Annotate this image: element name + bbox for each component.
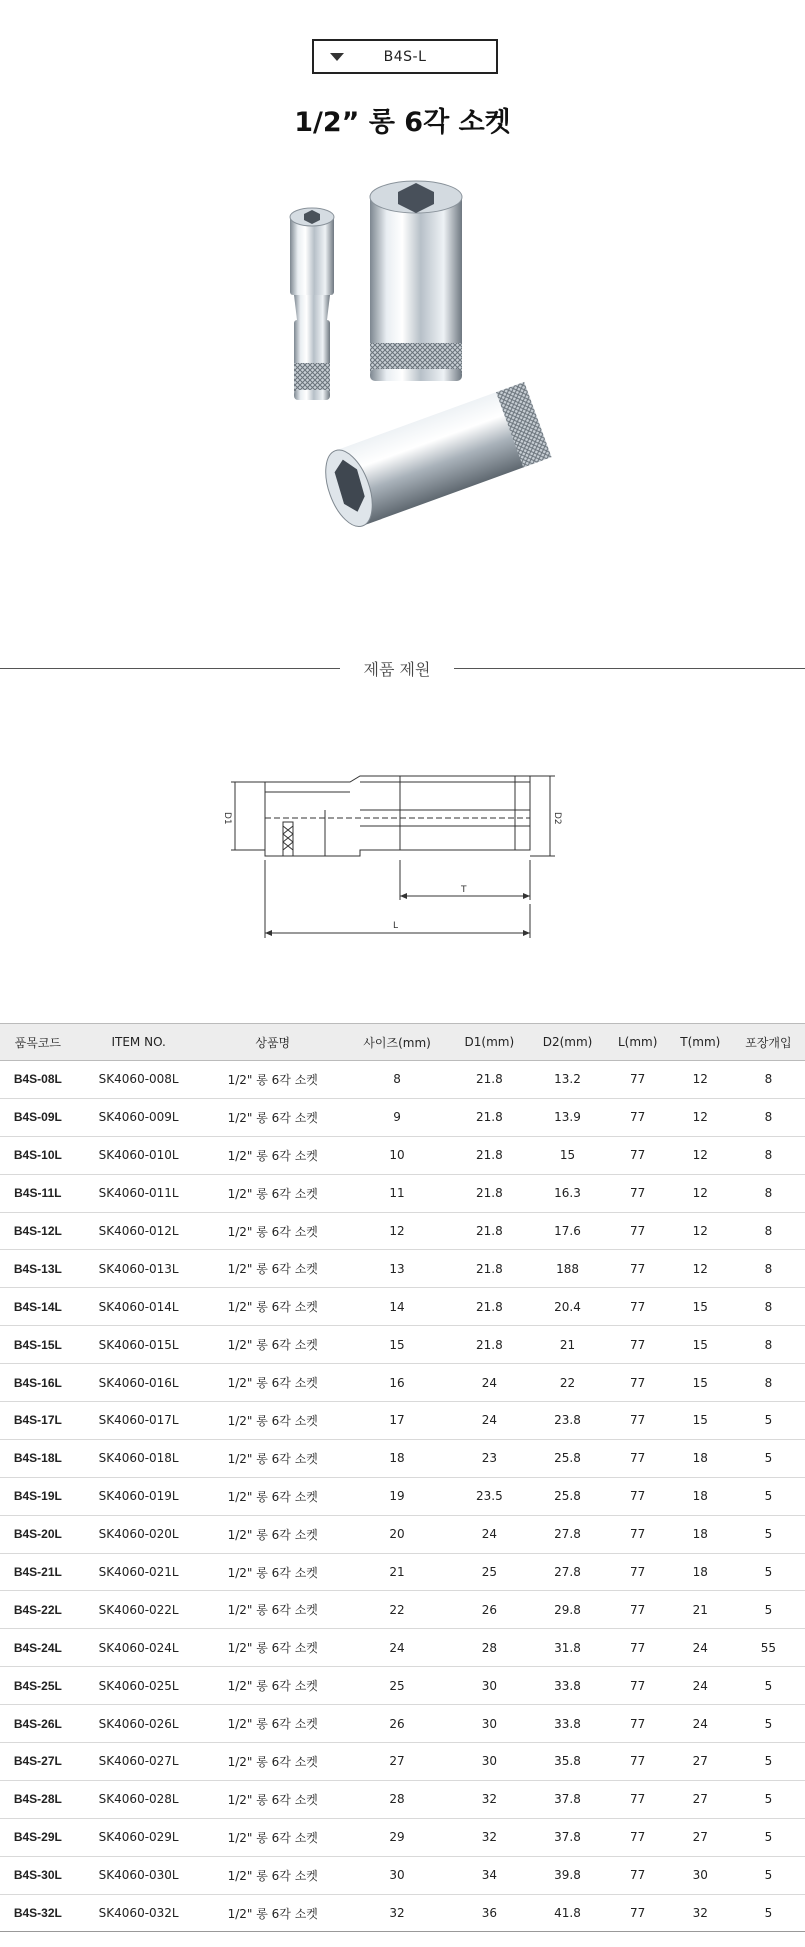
table-cell: 22 — [528, 1364, 606, 1402]
table-cell: SK4060-018L — [76, 1439, 202, 1477]
table-cell: B4S-24L — [0, 1629, 76, 1667]
column-header: D2(mm) — [528, 1024, 606, 1061]
column-header: 품목코드 — [0, 1024, 76, 1061]
table-row — [0, 1591, 805, 1629]
table-cell: 8 — [732, 1288, 805, 1326]
table-cell: 15 — [669, 1364, 732, 1402]
spec-table — [0, 1023, 805, 1932]
table-cell: 23.8 — [528, 1402, 606, 1440]
table-cell: 25 — [450, 1553, 528, 1591]
table-cell: 15 — [669, 1402, 732, 1440]
table-cell: 5 — [732, 1818, 805, 1856]
table-cell: 1/2" 롱 6각 소켓 — [202, 1818, 344, 1856]
table-cell: 77 — [607, 1667, 669, 1705]
table-cell: SK4060-021L — [76, 1553, 202, 1591]
table-cell: 22 — [344, 1591, 450, 1629]
table-cell: 5 — [732, 1591, 805, 1629]
d1-label: D1 — [222, 812, 232, 825]
table-cell: B4S-32L — [0, 1894, 76, 1932]
table-row — [0, 1098, 805, 1136]
table-row — [0, 1667, 805, 1705]
table-cell: 27 — [344, 1743, 450, 1781]
table-cell: 30 — [450, 1743, 528, 1781]
table-cell: 5 — [732, 1515, 805, 1553]
table-cell: 18 — [344, 1439, 450, 1477]
table-cell: 5 — [732, 1477, 805, 1515]
table-cell: 10 — [344, 1136, 450, 1174]
table-row — [0, 1818, 805, 1856]
table-cell: B4S-20L — [0, 1515, 76, 1553]
table-cell: 15 — [344, 1326, 450, 1364]
t-label: T — [461, 885, 467, 895]
table-cell: 1/2" 롱 6각 소켓 — [202, 1288, 344, 1326]
table-cell: 21.8 — [450, 1326, 528, 1364]
table-cell: SK4060-028L — [76, 1780, 202, 1818]
table-cell: 77 — [607, 1136, 669, 1174]
table-cell: B4S-21L — [0, 1553, 76, 1591]
table-cell: 1/2" 롱 6각 소켓 — [202, 1402, 344, 1440]
table-cell: 36 — [450, 1894, 528, 1932]
table-cell: 77 — [607, 1515, 669, 1553]
table-cell: B4S-14L — [0, 1288, 76, 1326]
table-cell: 29 — [344, 1818, 450, 1856]
table-cell: SK4060-015L — [76, 1326, 202, 1364]
table-cell: 77 — [607, 1629, 669, 1667]
table-cell: 8 — [732, 1212, 805, 1250]
table-cell: 8 — [732, 1364, 805, 1402]
table-cell: 37.8 — [528, 1818, 606, 1856]
table-cell: 5 — [732, 1743, 805, 1781]
table-cell: 17 — [344, 1402, 450, 1440]
table-cell: 77 — [607, 1364, 669, 1402]
table-cell: 1/2" 롱 6각 소켓 — [202, 1629, 344, 1667]
table-cell: 12 — [669, 1136, 732, 1174]
table-cell: 31.8 — [528, 1629, 606, 1667]
table-cell: 27 — [669, 1780, 732, 1818]
table-row — [0, 1364, 805, 1402]
table-cell: SK4060-017L — [76, 1402, 202, 1440]
table-cell: B4S-17L — [0, 1402, 76, 1440]
column-header: 상품명 — [202, 1024, 344, 1061]
table-cell: 21.8 — [450, 1288, 528, 1326]
table-cell: 32 — [450, 1818, 528, 1856]
table-cell: 24 — [450, 1515, 528, 1553]
table-row — [0, 1288, 805, 1326]
table-cell: 20 — [344, 1515, 450, 1553]
table-cell: 12 — [669, 1061, 732, 1099]
table-cell: 77 — [607, 1818, 669, 1856]
table-cell: 32 — [344, 1894, 450, 1932]
table-cell: 24 — [450, 1364, 528, 1402]
table-row — [0, 1515, 805, 1553]
table-header-row — [0, 1024, 805, 1061]
table-cell: SK4060-019L — [76, 1477, 202, 1515]
table-cell: 8 — [732, 1250, 805, 1288]
table-cell: SK4060-012L — [76, 1212, 202, 1250]
table-cell: 5 — [732, 1780, 805, 1818]
table-cell: SK4060-027L — [76, 1743, 202, 1781]
table-cell: SK4060-008L — [76, 1061, 202, 1099]
table-cell: 13.9 — [528, 1098, 606, 1136]
table-cell: 1/2" 롱 6각 소켓 — [202, 1174, 344, 1212]
table-cell: SK4060-025L — [76, 1667, 202, 1705]
table-cell: 77 — [607, 1402, 669, 1440]
table-cell: 55 — [732, 1629, 805, 1667]
table-cell: SK4060-022L — [76, 1591, 202, 1629]
table-cell: 5 — [732, 1402, 805, 1440]
table-cell: 1/2" 롱 6각 소켓 — [202, 1477, 344, 1515]
table-cell: 1/2" 롱 6각 소켓 — [202, 1326, 344, 1364]
table-cell: 21 — [528, 1326, 606, 1364]
table-cell: 32 — [450, 1780, 528, 1818]
table-cell: 16 — [344, 1364, 450, 1402]
table-cell: 77 — [607, 1212, 669, 1250]
divider-line-right — [454, 668, 805, 669]
table-cell: B4S-12L — [0, 1212, 76, 1250]
table-cell: 1/2" 롱 6각 소켓 — [202, 1098, 344, 1136]
table-cell: 25.8 — [528, 1439, 606, 1477]
table-cell: 1/2" 롱 6각 소켓 — [202, 1553, 344, 1591]
table-cell: 27 — [669, 1743, 732, 1781]
table-cell: 1/2" 롱 6각 소켓 — [202, 1439, 344, 1477]
table-row — [0, 1174, 805, 1212]
table-row — [0, 1780, 805, 1818]
divider-line-left — [0, 668, 340, 669]
page-title: 1/2” 롱 6각 소켓 — [294, 107, 511, 138]
table-cell: 24 — [669, 1705, 732, 1743]
table-cell: 77 — [607, 1326, 669, 1364]
table-cell: SK4060-030L — [76, 1856, 202, 1894]
table-cell: 5 — [732, 1705, 805, 1743]
table-cell: 188 — [528, 1250, 606, 1288]
table-cell: 1/2" 롱 6각 소켓 — [202, 1212, 344, 1250]
table-cell: SK4060-016L — [76, 1364, 202, 1402]
model-selector[interactable] — [312, 39, 498, 74]
table-cell: 26 — [344, 1705, 450, 1743]
table-cell: 32 — [669, 1894, 732, 1932]
table-cell: B4S-29L — [0, 1818, 76, 1856]
column-header: T(mm) — [669, 1024, 732, 1061]
table-cell: 12 — [669, 1250, 732, 1288]
table-cell: 18 — [669, 1477, 732, 1515]
table-row — [0, 1705, 805, 1743]
table-cell: 37.8 — [528, 1780, 606, 1818]
table-cell: 12 — [669, 1098, 732, 1136]
table-row — [0, 1629, 805, 1667]
table-cell: SK4060-014L — [76, 1288, 202, 1326]
table-cell: 77 — [607, 1856, 669, 1894]
table-cell: 1/2" 롱 6각 소켓 — [202, 1591, 344, 1629]
table-cell: B4S-11L — [0, 1174, 76, 1212]
table-cell: B4S-10L — [0, 1136, 76, 1174]
table-cell: 1/2" 롱 6각 소켓 — [202, 1856, 344, 1894]
table-row — [0, 1856, 805, 1894]
table-cell: B4S-09L — [0, 1098, 76, 1136]
table-cell: 12 — [669, 1174, 732, 1212]
table-cell: 15 — [528, 1136, 606, 1174]
table-cell: 77 — [607, 1553, 669, 1591]
table-cell: 77 — [607, 1591, 669, 1629]
table-cell: B4S-18L — [0, 1439, 76, 1477]
table-row — [0, 1326, 805, 1364]
table-cell: 77 — [607, 1174, 669, 1212]
table-cell: 5 — [732, 1894, 805, 1932]
table-cell: 23 — [450, 1439, 528, 1477]
table-cell: 21.8 — [450, 1098, 528, 1136]
table-cell: SK4060-013L — [76, 1250, 202, 1288]
table-row — [0, 1894, 805, 1932]
table-cell: 21.8 — [450, 1250, 528, 1288]
lying-socket — [317, 382, 552, 533]
table-row — [0, 1743, 805, 1781]
table-cell: 12 — [669, 1212, 732, 1250]
table-cell: 77 — [607, 1098, 669, 1136]
table-cell: 27.8 — [528, 1553, 606, 1591]
table-row — [0, 1136, 805, 1174]
table-cell: 9 — [344, 1098, 450, 1136]
table-cell: 18 — [669, 1439, 732, 1477]
small-socket — [290, 208, 334, 400]
table-cell: 21.8 — [450, 1174, 528, 1212]
product-photo — [280, 205, 590, 560]
table-cell: 13.2 — [528, 1061, 606, 1099]
table-cell: SK4060-026L — [76, 1705, 202, 1743]
table-cell: 16.3 — [528, 1174, 606, 1212]
tall-socket — [370, 181, 462, 381]
table-cell: 21.8 — [450, 1061, 528, 1099]
table-cell: 35.8 — [528, 1743, 606, 1781]
table-cell: 33.8 — [528, 1667, 606, 1705]
table-row — [0, 1477, 805, 1515]
table-cell: 77 — [607, 1894, 669, 1932]
table-cell: 27.8 — [528, 1515, 606, 1553]
table-cell: SK4060-024L — [76, 1629, 202, 1667]
table-cell: 25 — [344, 1667, 450, 1705]
table-cell: 77 — [607, 1743, 669, 1781]
table-cell: 17.6 — [528, 1212, 606, 1250]
model-code: B4S-L — [383, 48, 427, 65]
table-cell: 25.8 — [528, 1477, 606, 1515]
table-cell: 77 — [607, 1780, 669, 1818]
table-cell: 5 — [732, 1667, 805, 1705]
table-cell: 24 — [450, 1402, 528, 1440]
table-cell: 28 — [450, 1629, 528, 1667]
table-cell: B4S-15L — [0, 1326, 76, 1364]
table-cell: 8 — [732, 1174, 805, 1212]
table-cell: 18 — [669, 1553, 732, 1591]
table-cell: 26 — [450, 1591, 528, 1629]
table-cell: B4S-26L — [0, 1705, 76, 1743]
table-cell: 21.8 — [450, 1136, 528, 1174]
table-cell: 15 — [669, 1326, 732, 1364]
table-cell: B4S-13L — [0, 1250, 76, 1288]
table-cell: 77 — [607, 1477, 669, 1515]
table-cell: 1/2" 롱 6각 소켓 — [202, 1743, 344, 1781]
table-cell: 1/2" 롱 6각 소켓 — [202, 1667, 344, 1705]
table-cell: 77 — [607, 1061, 669, 1099]
table-row — [0, 1250, 805, 1288]
table-cell: B4S-16L — [0, 1364, 76, 1402]
table-cell: 8 — [732, 1098, 805, 1136]
column-header: 사이즈(mm) — [344, 1024, 450, 1061]
table-cell: 1/2" 롱 6각 소켓 — [202, 1515, 344, 1553]
table-cell: B4S-28L — [0, 1780, 76, 1818]
table-cell: 77 — [607, 1705, 669, 1743]
section-heading: 제품 제원 — [363, 660, 431, 679]
table-cell: 15 — [669, 1288, 732, 1326]
table-cell: 8 — [732, 1136, 805, 1174]
table-cell: 1/2" 롱 6각 소켓 — [202, 1780, 344, 1818]
table-cell: 77 — [607, 1439, 669, 1477]
table-cell: SK4060-020L — [76, 1515, 202, 1553]
table-row — [0, 1439, 805, 1477]
column-header: 포장개입 — [732, 1024, 805, 1061]
table-cell: 29.8 — [528, 1591, 606, 1629]
table-cell: 8 — [732, 1326, 805, 1364]
table-cell: SK4060-032L — [76, 1894, 202, 1932]
table-cell: SK4060-010L — [76, 1136, 202, 1174]
d2-label: D2 — [552, 812, 562, 825]
table-cell: 41.8 — [528, 1894, 606, 1932]
table-cell: 30 — [669, 1856, 732, 1894]
table-body — [0, 1061, 805, 1932]
table-cell: 5 — [732, 1856, 805, 1894]
table-cell: 20.4 — [528, 1288, 606, 1326]
table-row — [0, 1553, 805, 1591]
table-row — [0, 1061, 805, 1099]
table-cell: 30 — [344, 1856, 450, 1894]
table-cell: SK4060-029L — [76, 1818, 202, 1856]
table-row — [0, 1402, 805, 1440]
table-cell: 13 — [344, 1250, 450, 1288]
table-cell: 21 — [669, 1591, 732, 1629]
dimension-diagram — [222, 770, 570, 940]
table-cell: B4S-27L — [0, 1743, 76, 1781]
table-cell: B4S-30L — [0, 1856, 76, 1894]
table-cell: 33.8 — [528, 1705, 606, 1743]
table-cell: 1/2" 롱 6각 소켓 — [202, 1364, 344, 1402]
table-cell: 5 — [732, 1439, 805, 1477]
table-cell: B4S-22L — [0, 1591, 76, 1629]
table-cell: 18 — [669, 1515, 732, 1553]
table-cell: B4S-25L — [0, 1667, 76, 1705]
table-cell: 1/2" 롱 6각 소켓 — [202, 1705, 344, 1743]
table-cell: B4S-08L — [0, 1061, 76, 1099]
table-cell: 30 — [450, 1667, 528, 1705]
table-row — [0, 1212, 805, 1250]
column-header: D1(mm) — [450, 1024, 528, 1061]
table-cell: 14 — [344, 1288, 450, 1326]
table-cell: 27 — [669, 1818, 732, 1856]
table-cell: 19 — [344, 1477, 450, 1515]
table-cell: 8 — [732, 1061, 805, 1099]
table-cell: 1/2" 롱 6각 소켓 — [202, 1250, 344, 1288]
table-cell: 39.8 — [528, 1856, 606, 1894]
table-cell: 34 — [450, 1856, 528, 1894]
column-header: L(mm) — [607, 1024, 669, 1061]
table-cell: B4S-19L — [0, 1477, 76, 1515]
table-cell: 1/2" 롱 6각 소켓 — [202, 1136, 344, 1174]
table-cell: 23.5 — [450, 1477, 528, 1515]
table-cell: 12 — [344, 1212, 450, 1250]
table-cell: 24 — [669, 1629, 732, 1667]
table-cell: 8 — [344, 1061, 450, 1099]
section-divider — [0, 656, 805, 680]
table-cell: SK4060-009L — [76, 1098, 202, 1136]
table-cell: 1/2" 롱 6각 소켓 — [202, 1894, 344, 1932]
table-cell: 77 — [607, 1288, 669, 1326]
table-cell: 5 — [732, 1553, 805, 1591]
column-header: ITEM NO. — [76, 1024, 202, 1061]
table-cell: 24 — [669, 1667, 732, 1705]
table-cell: 11 — [344, 1174, 450, 1212]
table-cell: 21 — [344, 1553, 450, 1591]
table-cell: 28 — [344, 1780, 450, 1818]
table-cell: SK4060-011L — [76, 1174, 202, 1212]
table-cell: 1/2" 롱 6각 소켓 — [202, 1061, 344, 1099]
table-cell: 24 — [344, 1629, 450, 1667]
l-label: L — [393, 921, 399, 931]
table-cell: 77 — [607, 1250, 669, 1288]
table-cell: 21.8 — [450, 1212, 528, 1250]
table-cell: 30 — [450, 1705, 528, 1743]
